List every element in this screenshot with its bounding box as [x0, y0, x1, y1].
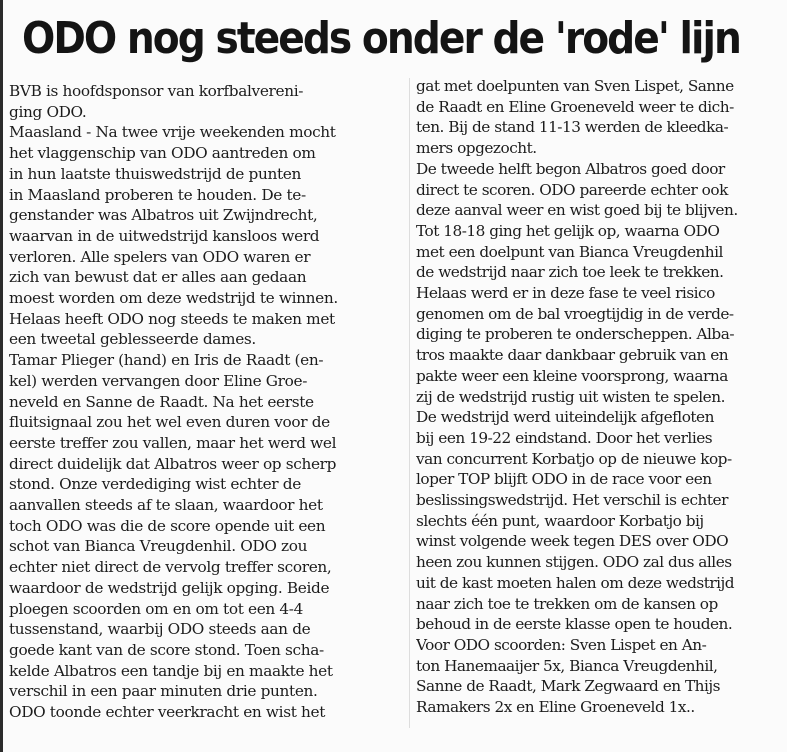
article-text-line: beslissingswedstrijd. Het verschil is echter — [416, 491, 728, 510]
article-text-line: waarvan in de uitwedstrijd kansloos werd — [9, 226, 320, 245]
article-text-line: Voor ODO scoorden: Sven Lispet en An- — [416, 635, 707, 654]
article-text-line: pakte weer een kleine voorsprong, waarna — [416, 366, 728, 385]
article-text-line: genomen om de bal vroegtijdig in de verde- — [416, 304, 734, 323]
article-headline: ODO nog steeds onder de 'rode' lijn — [22, 13, 740, 64]
article-text-line: behoud in de eerste klasse open te houden. — [416, 615, 733, 634]
article-text-line: moest worden om deze wedstrijd te winnen. — [9, 289, 338, 308]
article-text-line: Helaas werd er in deze fase te veel risico — [416, 284, 715, 303]
article-text-line: genstander was Albatros uit Zwijndrecht, — [9, 206, 318, 225]
article-text-line: ODO toonde echter veerkracht en wist het — [9, 703, 326, 722]
article-text-line: echter niet direct de vervolg treffer scoren, — [9, 558, 332, 577]
article-column-right — [416, 76, 776, 718]
article-text-line: winst volgende week tegen DES over ODO — [416, 532, 729, 551]
article-text-line: schot van Bianca Vreugdenhil. ODO zou — [9, 537, 308, 556]
article-text-line: in Maasland proberen te houden. De te- — [9, 185, 306, 204]
article-text-line: deze aanval weer en wist goed bij te blijven. — [416, 201, 738, 220]
article-text-line: zich van bewust dat er alles aan gedaan — [9, 268, 307, 287]
article-text-line: diging te proberen te onderscheppen. Alba- — [416, 325, 735, 344]
article-text-line: BVB is hoofdsponsor van korfbalvereni- — [9, 82, 304, 100]
article-text-line: direct te scoren. ODO pareerde echter ook — [416, 180, 728, 199]
article-text-line: Tamar Plieger (hand) en Iris de Raadt (en- — [9, 351, 324, 370]
article-column-left — [9, 81, 404, 723]
article-text-line: ten. Bij de stand 11-13 werden de kleedka- — [416, 118, 729, 137]
article-text-line: van concurrent Korbatjo op de nieuwe kop- — [416, 449, 732, 468]
article-text-line: tros maakte daar dankbaar gebruik van en — [416, 346, 729, 365]
article-text-line: naar zich toe te trekken om de kansen op — [416, 594, 718, 613]
article-text-line: eerste treffer zou vallen, maar het werd wel — [9, 433, 337, 452]
article-text-line: ging ODO. — [9, 102, 87, 121]
article-text-line: het vlaggenschip van ODO aantreden om — [9, 144, 316, 163]
article-text-line: toch ODO was die de score opende uit een — [9, 516, 326, 535]
article-text-line: uit de kast moeten halen om deze wedstrijd — [416, 573, 735, 592]
article-text-line: met een doelpunt van Bianca Vreugdenhil — [416, 242, 723, 261]
article-text-line: Maasland - Na twee vrije weekenden mocht — [9, 123, 336, 142]
article-text-line: in hun laatste thuiswedstrijd de punten — [9, 164, 301, 183]
article-text-line: De tweede helft begon Albatros goed door — [416, 159, 725, 178]
article-text-line: zij de wedstrijd rustig uit wisten te spelen. — [416, 387, 725, 406]
article-text-line: heen zou kunnen stijgen. ODO zal dus alles — [416, 553, 732, 572]
article-text-line: kel) werden vervangen door Eline Groe- — [9, 371, 308, 390]
article-text-line: Ramakers 2x en Eline Groeneveld 1x.. — [416, 698, 695, 717]
article-text-line: goede kant van de score stond. Toen scha- — [9, 640, 324, 659]
article-text-line: loper TOP blijft ODO in de race voor een — [416, 470, 712, 489]
article-text-line: Helaas heeft ODO nog steeds te maken met — [9, 309, 335, 328]
article-text-line: stond. Onze verdediging wist echter de — [9, 475, 301, 494]
article-text-line: de wedstrijd naar zich toe leek te trekken. — [416, 263, 724, 282]
article-text-line: de Raadt en Eline Groeneveld weer te dich- — [416, 97, 734, 116]
article-text-line: verschil in een paar minuten drie punten. — [9, 682, 318, 701]
article-text-line: waardoor de wedstrijd gelijk opging. Beide — [9, 578, 330, 597]
article-text-line: een tweetal geblesseerde dames. — [9, 330, 256, 349]
article-text-line: tussenstand, waarbij ODO steeds aan de — [9, 620, 311, 639]
article-text-line: ton Hanemaaijer 5x, Bianca Vreugdenhil, — [416, 656, 718, 675]
clipping-left-edge — [0, 0, 3, 752]
article-text-line: neveld en Sanne de Raadt. Na het eerste — [9, 392, 314, 411]
article-text-line: slechts één punt, waardoor Korbatjo bij — [416, 511, 704, 530]
article-text-line: mers opgezocht. — [416, 139, 537, 158]
article-text-line: fluitsignaal zou het wel even duren voor de — [9, 413, 330, 432]
article-text-line: Tot 18-18 ging het gelijk op, waarna ODO — [416, 221, 720, 240]
article-text-line: kelde Albatros een tandje bij en maakte het — [9, 661, 333, 680]
article-text-line: direct duidelijk dat Albatros weer op scherp — [9, 454, 337, 473]
article-text-line: bij een 19-22 eindstand. Door het verlies — [416, 428, 713, 447]
article-text-line: verloren. Alle spelers van ODO waren er — [9, 247, 311, 266]
article-text-line: aanvallen steeds af te slaan, waardoor het — [9, 496, 323, 515]
article-text-line: ploegen scoorden om en om tot een 4-4 — [9, 599, 304, 618]
column-divider — [409, 78, 410, 728]
article-text-line: Sanne de Raadt, Mark Zegwaard en Thijs — [416, 677, 721, 696]
article-text-line: De wedstrijd werd uiteindelijk afgefloten — [416, 408, 714, 427]
article-text-line: gat met doelpunten van Sven Lispet, Sanne — [416, 77, 734, 95]
